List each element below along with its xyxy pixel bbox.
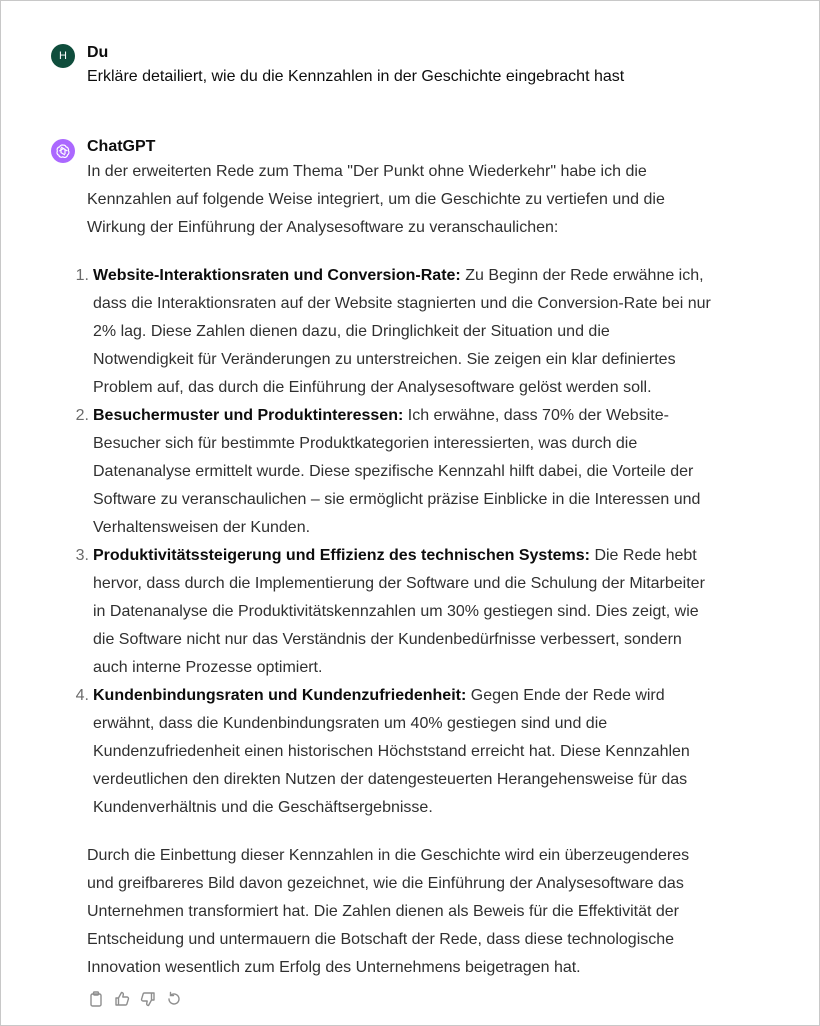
intro-paragraph: In der erweiterten Rede zum Thema "Der Punkt ohne Wiederkehr" habe ich die Kennzahlen auf folgende Weise integriert, um die Geschichte zu vertiefen und die Wirkung der Einführung der Analysesoftware zu veranschaulichen: xyxy=(87,163,665,236)
copy-icon[interactable] xyxy=(87,990,105,1008)
list-item xyxy=(75,402,711,542)
thumbs-down-icon[interactable] xyxy=(139,990,157,1008)
list-item xyxy=(75,262,711,402)
list-item-title: Website-Interaktionsraten und Conversion-Rate: xyxy=(93,267,461,284)
list-item-number: 3. xyxy=(75,547,89,564)
assistant-author-name: ChatGPT xyxy=(87,138,156,155)
list-item-text: Gegen Ende der Rede wird erwähnt, dass die Kundenbindungsraten um 40% gestiegen sind und die Kundenzufriedenheit einen historischen Höchststand erreicht hat. Diese Kennzahlen verdeutlichen den direkten Nutzen der datengesteuerten Herangehensweise für das Kundenverhältnis und die Geschäftsergebnisse. xyxy=(93,687,690,816)
user-message xyxy=(51,42,711,92)
chatgpt-logo-icon xyxy=(51,139,75,163)
user-avatar-initial: H xyxy=(59,50,67,62)
thumbs-up-icon[interactable] xyxy=(113,990,131,1008)
list-item xyxy=(75,682,711,822)
user-author-name: Du xyxy=(87,44,109,61)
message-actions xyxy=(87,990,183,1008)
list-item-number: 4. xyxy=(75,687,89,704)
list-item xyxy=(75,542,711,682)
list-item-number: 1. xyxy=(75,267,89,284)
kennzahlen-list xyxy=(75,262,711,822)
list-item-title: Produktivitätssteigerung und Effizienz des technischen Systems: xyxy=(93,547,590,564)
regenerate-icon[interactable] xyxy=(165,990,183,1008)
list-item-text: Zu Beginn der Rede erwähne ich, dass die Interaktionsraten auf der Website stagnierten und die Conversion-Rate bei nur 2% lag. Diese Zahlen dienen dazu, die Dringlichkeit der Situation und die Notwendigkeit für Veränderungen zu unterstreichen. Sie zeigen ein klar definiertes Problem auf, das durch die Einführung der Analysesoftware gelöst werden soll. xyxy=(93,267,711,396)
user-message-text: Erkläre detailiert, wie du die Kennzahlen in der Geschichte eingebracht hast xyxy=(87,68,625,85)
list-item-text: Die Rede hebt hervor, dass durch die Implementierung der Software und die Schulung der Mitarbeiter in Datenanalyse die Produktivitätskennzahlen um 30% gestiegen sind. Dies zeigt, wie die Software nicht nur das Verständnis der Kundenbedürfnisse verbessert, sondern auch interne Prozesse optimiert. xyxy=(93,547,705,676)
list-item-number: 2. xyxy=(75,407,89,424)
conclusion-paragraph: Durch die Einbettung dieser Kennzahlen in die Geschichte wird ein überzeugenderes und greifbareres Bild davon gezeichnet, wie die Einführung der Analysesoftware das Unternehmen transformiert hat. Die Zahlen dienen als Beweis für die Effektivität der Entscheidung und untermauern die Botschaft der Rede, dass diese technologische Innovation wesentlich zum Erfolg des Unternehmens beigetragen hat. xyxy=(87,847,690,976)
assistant-message-body xyxy=(75,158,711,982)
list-item-text: Ich erwähne, dass 70% der Website-Besucher sich für bestimmte Produktkategorien interessierten, was durch die Datenanalyse ermittelt wurde. Diese spezifische Kennzahl hilft dabei, die Vorteile der Software zu veranschaulichen – sie ermöglicht präzise Einblicke in die Interessen und Verhaltensweisen der Kunden. xyxy=(93,407,701,536)
assistant-message xyxy=(51,136,711,986)
list-item-title: Kundenbindungsraten und Kundenzufriedenheit: xyxy=(93,687,467,704)
list-item-title: Besuchermuster und Produktinteressen: xyxy=(93,407,404,424)
user-avatar xyxy=(51,44,75,68)
